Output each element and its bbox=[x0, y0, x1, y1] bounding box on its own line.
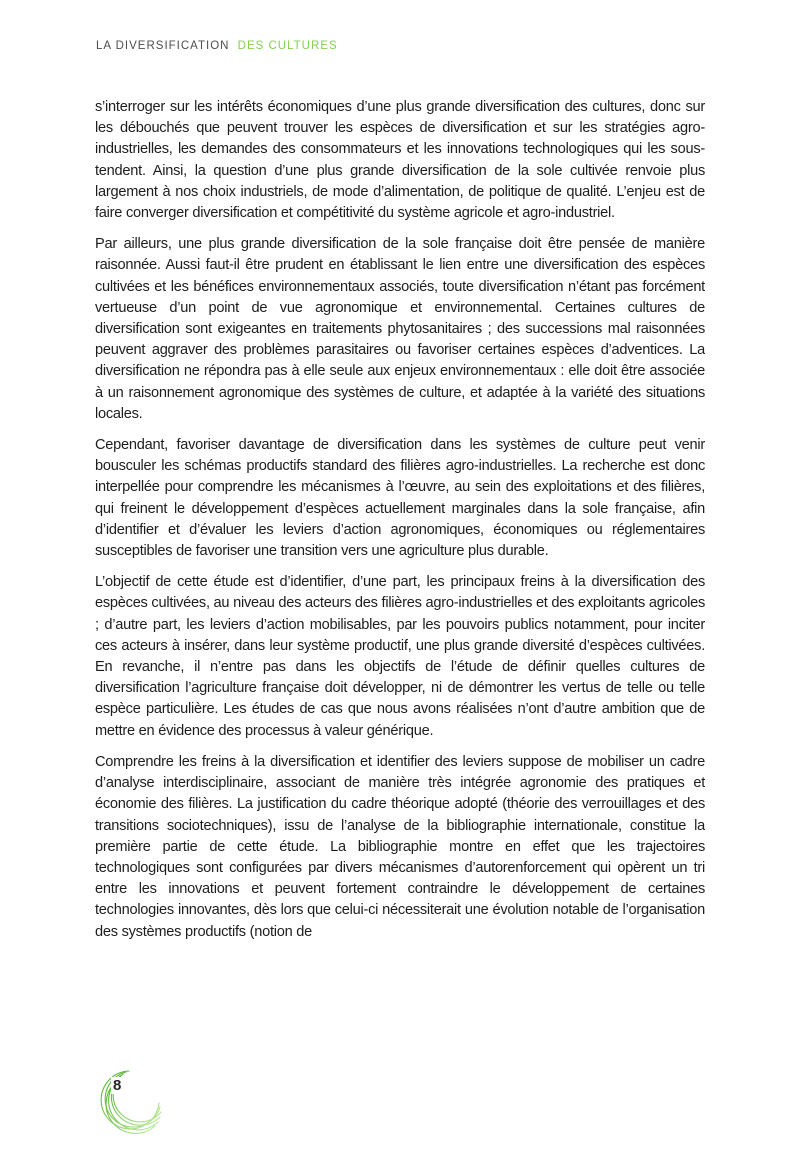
page-number: 8 bbox=[113, 1077, 122, 1094]
body-text bbox=[95, 97, 705, 1055]
paragraph-5: Comprendre les freins à la diversification et identifier des leviers suppose de mobiliser un cadre d’analyse interdisciplinaire, associant de manière très intégrée agronomie des pratiques et économie des filières. La justification du cadre théorique adopté (théorie des verrouillages et des transitions sociotechniques), issu de l’analyse de la bibliographie internationale, constitue la première partie de cette étude. La bibliographie montre en effet que les trajectoires technologiques sont configurées par divers mécanismes d’autorenforcement qui opèrent un tri entre les innovations et peuvent fortement contraindre le développement de certaines technologies innovantes, dès lors que celui-ci nécessiterait une évolution notable de l’organisation des systèmes productifs (notion de bbox=[95, 753, 705, 940]
page-footer bbox=[92, 1066, 164, 1138]
paragraph-4: L’objectif de cette étude est d’identifier, d’une part, les principaux freins à la diversification des espèces cultivées, au niveau des acteurs des filières agro-industrielles et des exploitants agricoles ; d’autre part, les leviers d’action mobilisables, par les pouvoirs publics notamment, pour inciter ces acteurs à insérer, dans leur système productif, une plus grande diversité d’espèces cultivées. En revanche, il n’entre pas dans les objectifs de l’étude de définir quelles cultures de diversification l’agriculture française doit développer, ni de démontrer les vertus de telle ou telle espèce particulière. Les études de cas que nous avons réalisées n’ont d’autre ambition que de mettre en évidence des processus à valeur générique. bbox=[95, 574, 705, 739]
running-header bbox=[96, 40, 338, 52]
paragraph-3: Cependant, favoriser davantage de diversification dans les systèmes de culture peut venir bousculer les schémas productifs standard des filières agro-industrielles. La recherche est donc interpellée pour comprendre les mécanismes à l’œuvre, au sein des exploitations et des filières, qui freinent le développement d’espèces actuellement marginales dans la sole française, afin d’identifier et d’évaluer les leviers d’action agronomiques, économiques ou réglementaires susceptibles de favoriser une transition vers une agriculture plus durable. bbox=[95, 437, 705, 560]
paragraph-1: s’interroger sur les intérêts économiques d’une plus grande diversification des cultures, donc sur les débouchés que peuvent trouver les espèces de diversification et sur les stratégies agro-industrielles, les demandes des consommateurs et les innovations technologiques qui les sous-tendent. Ainsi, la question d’une plus grande diversification de la sole cultivée renvoie plus largement à nos choix industriels, de mode d’alimentation, de politique de qualité. L’enjeu est de faire converger diversification et compétitivité du système agricole et agro-industriel. bbox=[95, 99, 705, 222]
header-title-dark: LA DIVERSIFICATION bbox=[96, 40, 230, 52]
header-title-green: DES CULTURES bbox=[237, 40, 338, 52]
green-arcs-logo-icon bbox=[92, 1066, 164, 1138]
paragraph-2: Par ailleurs, une plus grande diversification de la sole française doit être pensée de manière raisonnée. Aussi faut-il être prudent en établissant le lien entre une diversification des espèces cultivées et les bénéfices environnementaux associés, toute diversification n’étant pas forcément vertueuse d’un point de vue agronomique et environnemental. Certaines cultures de diversification sont exigeantes en traitements phytosanitaires ; des successions mal raisonnées peuvent aggraver des problèmes parasitaires ou favoriser certaines espèces d’adventices. La diversification ne répondra pas à elle seule aux enjeux environnementaux : elle doit être associée à un raisonnement agronomique des systèmes de culture, et adaptée à la variété des situations locales. bbox=[95, 236, 705, 422]
